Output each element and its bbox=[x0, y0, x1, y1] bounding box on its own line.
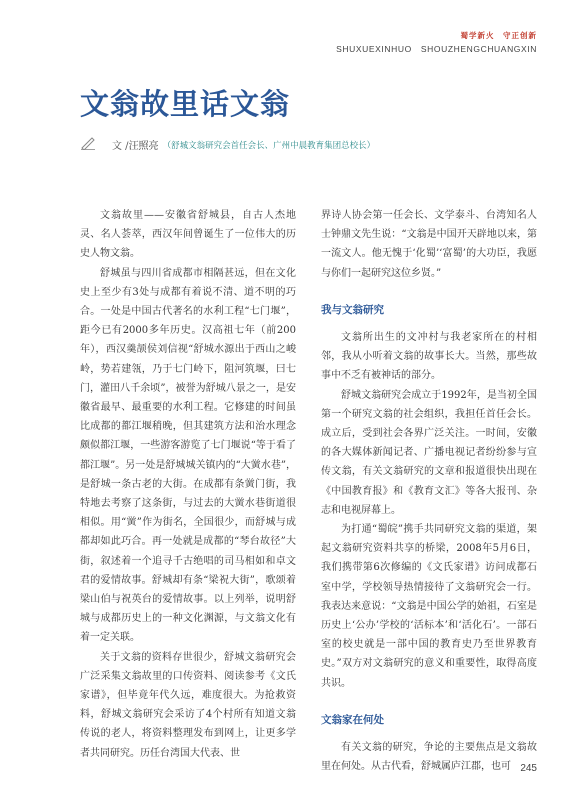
author-name: 汪照亮 bbox=[128, 141, 159, 152]
paragraph: 关于文翁的资料存世很少，舒城文翁研究会广泛采集文翁故里的口传资料、阅读参考《文氏家谱》，但毕竟年代久远，难度很大。为抢救资料，舒城文翁研究会采访了4个村所有知道文翁传说的老人，将资料整理发布到网上，让更多学者共同研究。历任台湾国大代表、世 bbox=[80, 651, 296, 759]
byline-prefix: 文 / bbox=[112, 141, 129, 152]
right-column bbox=[321, 206, 537, 776]
paragraph: 文翁所出生的文冲村与我老家所在的村相邻，我从小听着文翁的故事长大。当然，那些故事中不乏有被神话的部分。 bbox=[321, 332, 537, 382]
running-header-en: SHUXUEXINHUO SHOUZHENGCHUANGXIN bbox=[336, 44, 537, 54]
section-heading: 文翁家在何处 bbox=[321, 713, 384, 726]
author-note: （舒城文翁研究会首任会长、广州中晨教育集团总校长） bbox=[162, 140, 376, 151]
byline bbox=[80, 136, 550, 153]
article-title: 文翁故里话文翁 bbox=[80, 87, 291, 121]
paragraph-continuation: 界诗人协会第一任会长、文学泰斗、台湾知名人士钟鼎文先生说：“文翁是中国开天辟地以来，第一流文人。他无愧于‘化蜀’‘富蜀’的大功臣，我愿与你们一起研究这位乡贤。” bbox=[321, 210, 537, 279]
running-header-cn: 蜀学新火 守正创新 bbox=[460, 31, 537, 40]
paragraph: 为打通“蜀皖”携手共同研究文翁的渠道，架起文翁研究资料共享的桥梁，2008年5月6日，我们携带第6次修编的《文氏家谱》访问成都石室中学，学校领导热情接待了文翁研究会一行。我表达来意说：“文翁是中国公学的始祖，石室是历史上‘公办’学校的‘活标本’和‘活化石’。一部石室的校史就是一部中国的教育史乃至世界教育史。”双方对文翁研究的意义和重要性，取得高度共识。 bbox=[321, 524, 537, 689]
section-heading: 我与文翁研究 bbox=[321, 303, 384, 316]
page-number: 245 bbox=[520, 763, 537, 774]
left-column bbox=[80, 206, 296, 763]
paragraph: 舒城文翁研究会成立于1992年，是当初全国第一个研究文翁的社会组织，我担任首任会长。成立后，受到社会各界广泛关注。一时间，安徽的各大媒体新闻记者、广播电视记者纷纷参与宣传文翁，有关文翁研究的文章和报道很快出现在《中国教育报》和《教育文汇》等各大报刊、杂志和电视屏幕上。 bbox=[321, 389, 537, 516]
pen-icon bbox=[80, 136, 112, 153]
paragraph: 有关文翁的研究，争论的主要焦点是文翁故里在何处。从古代看，舒城属庐江郡，也可 bbox=[321, 742, 537, 773]
paragraph: 舒城虽与四川省成都市相隔甚远，但在文化史上至少有3处与成都有着说不清、道不明的巧合。一处是中国古代著名的水利工程“七门堰”，距今已有2000多年历史。汉高祖七年（前200年），西汉羹颉侯刘信视“舒城水源出于西山之峻岭，势若建瓴，乃于七门岭下，阻河筑堰，曰七门，灌田八千余顷”，被誉为舒城八景之一，是安徽省最早、最重要的水利工程。它修建的时间虽比成都的都江堰稍晚，但其建筑方法和治水理念颇似都江堰，一些游客游览了七门堰说“等于看了都江堰”。另一处是舒城城关镇内的“大黉水巷”，是舒城一条古老的大街。在成都有条黉门街，我特地去考察了这条街，与过去的大黉水巷街道很相似。用“黉”作为街名，全国很少，而舒城与成都却如此巧合。再一处就是成都的“琴台故径”大街，叙述着一个追寻千古绝唱的司马相如和卓文君的爱情故事。舒城却有条“梁祝大街”，歌颂着梁山伯与祝英台的爱情故事。以上列举，说明舒城与成都历史上的一种文化渊源，与文翁文化有着一定关联。 bbox=[80, 267, 296, 644]
paragraph: 文翁故里——安徽省舒城县，自古人杰地灵、名人荟萃，西汉年间曾诞生了一位伟大的历史人物文翁。 bbox=[80, 210, 296, 260]
